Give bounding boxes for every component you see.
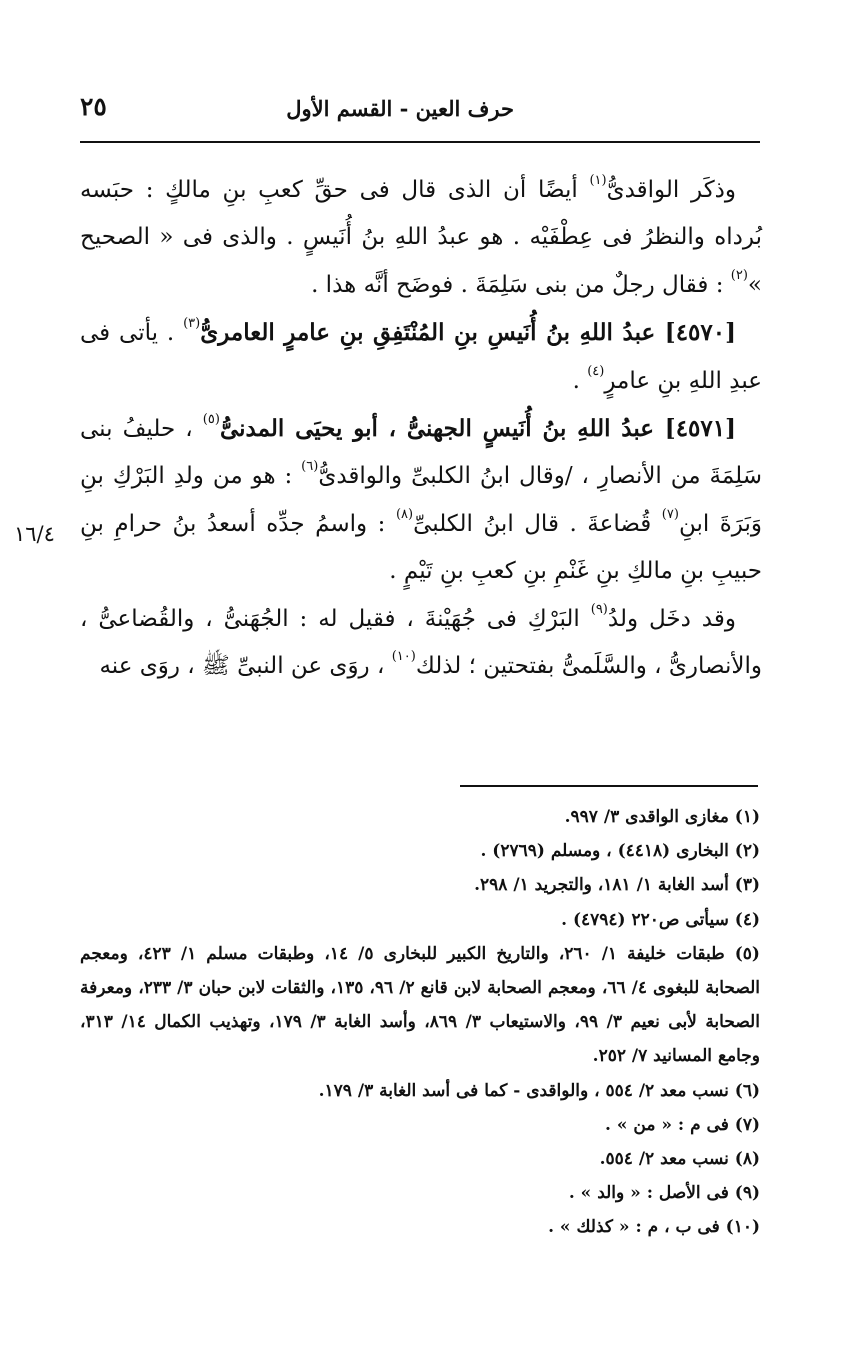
entry-heading: [٤٥٧٠] عبدُ اللهِ بنُ أُنَيسِ بنِ المُنْتَفِقِ بنِ عامرٍ العامرىُّ: [200, 319, 736, 347]
footnote-3: (٣) أسد الغابة ١/ ١٨١، والتجريد ١/ ٢٩٨.: [474, 875, 760, 896]
paragraph-4: [80, 596, 762, 691]
footnote-marker: (٦): [301, 459, 319, 475]
text-run: : فقال رجلٌ من بنى سَلِمَةَ . فوضَح أنَّه هذا .: [311, 271, 731, 298]
text-run: ، روَى عن النبىِّ ﷺ ، روَى عنه: [99, 653, 392, 680]
text-run: قُضاعةَ . قال ابنُ الكلبىِّ: [413, 510, 662, 537]
entry-heading: [٤٥٧١] عبدُ اللهِ بنُ أُنَيسٍ الجهنىُّ ، أبو يحيَى المدنىُّ: [219, 415, 737, 443]
footnote-marker: (١٠): [391, 649, 416, 665]
footnote-marker: (٢): [730, 267, 748, 283]
footnote-marker: (١): [589, 173, 607, 188]
footnotes: [80, 800, 760, 1245]
footnote-marker: (٤): [587, 363, 605, 379]
text-run: : واسمُ جدِّه أسعدُ بنُ حرامِ بنِ حبيبِ بنِ مالكِ بنِ غَنْمِ بنِ كعبِ بنِ تَيْمٍ .: [80, 510, 762, 585]
footnote-9: (٩) فى الأصل : « والد » .: [568, 1183, 760, 1204]
paragraph-1: [80, 167, 762, 309]
footnote-marker: (٩): [590, 601, 608, 617]
footnote-marker: (٥): [202, 412, 220, 428]
footnote-4: (٤) سيأتى ص٢٢٠ (٤٧٩٤) .: [561, 909, 760, 930]
footnote-8: (٨) نسب معد ٢/ ٥٥٤.: [599, 1149, 760, 1170]
footnote-separator: [460, 785, 758, 787]
footnote-5: (٥) طبقات خليفة ١/ ٢٦٠، والتاريخ الكبير للبخارى ٥/ ١٤، وطبقات مسلم ١/ ٤٢٣، ومعجم الصحابة للبغوى ٤/ ٦٦، ومعجم الصحابة لابن قانع ٢/ ٩٦، ١٣٥، والثقات لابن حبان ٣/ ٢٣٣، ومعرفة الصحابة لأبى نعيم ٣/ ٩٩، والاستيعاب ٣/ ٨٦٩، وأسد الغابة ٣/ ١٧٩، وتهذيب الكمال ١٤/ ٣١٣، وجامع المسانيد ٧/ ٢٥٢.: [80, 943, 760, 1067]
text-run: ، حليفُ بنى سَلِمَةَ من الأنصارِ ، /وقال ابنُ الكلبىِّ والواقدىُّ: [80, 416, 762, 490]
page-header: [80, 92, 760, 138]
footnote-1: (١) مغازى الواقدى ٣/ ٩٩٧.: [564, 807, 760, 827]
header-rule: [80, 141, 760, 143]
text-run: . يأتى فى عبدِ اللهِ بنِ عامرٍ: [80, 320, 762, 394]
running-title: حرف العين - القسم الأول: [286, 96, 514, 121]
text-run: أيضًا أن الذى قال فى حقِّ كعبِ بنِ مالكٍ : حبَسه بُرداه والنظرُ فى عِطْفَيْه . هو عبدُ اللهِ بنُ أُنَيسٍ . والذى فى « الصحيح »: [80, 177, 762, 298]
text-run: وقد دخَل ولدُ: [607, 605, 736, 632]
main-text: [80, 167, 762, 690]
footnote-marker: (٨): [395, 506, 414, 522]
margin-reference: ١٦/٤: [14, 522, 55, 546]
footnote-7: (٧) فى م : « من » .: [605, 1114, 760, 1135]
entry-4571: [80, 405, 762, 596]
footnote-6: (٦) نسب معد ٢/ ٥٥٤ ، والواقدى - كما فى أسد الغابة ٣/ ١٧٩.: [318, 1080, 760, 1101]
text-run: .: [572, 367, 588, 394]
page-number: ٢٥: [80, 92, 107, 121]
text-run: البَرْكِ فى جُهَيْنةَ ، فقيل له : الجُهَنىُّ ، والقُضاعىُّ ، والأنصارىُّ ، والسَّلَمىُّ بفتحتين ؛ لذلك: [80, 605, 762, 680]
footnote-2: (٢) البخارى (٤٤١٨) ، ومسلم (٢٧٦٩) .: [480, 841, 760, 862]
footnote-marker: (٣): [183, 316, 201, 332]
text-run: : هو من ولدِ البَرْكِ بنِ وَبَرَةَ ابنِ: [80, 463, 762, 537]
text-run: وذكَر الواقدىُّ: [606, 177, 737, 203]
footnote-marker: (٧): [661, 506, 679, 522]
entry-4570: [80, 309, 762, 405]
footnote-10: (١٠) فى ب ، م : « كذلك » .: [548, 1217, 760, 1238]
